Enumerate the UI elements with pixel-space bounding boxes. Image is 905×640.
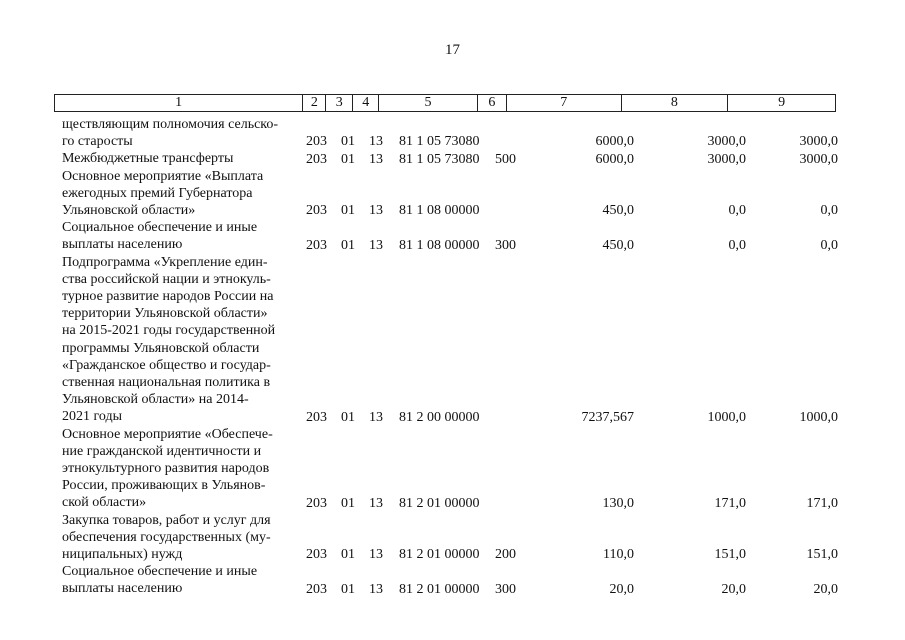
amount-cell: 6000,0 <box>595 151 634 167</box>
code-cell: 01 <box>341 237 355 253</box>
description-line: Ульяновской области» на 2014- <box>62 392 249 408</box>
code-cell: 203 <box>306 203 327 219</box>
code-cell: 13 <box>369 495 383 511</box>
code-cell: 81 2 00 00000 <box>399 409 480 425</box>
code-cell: 01 <box>341 409 355 425</box>
code-cell: 81 1 05 73080 <box>399 134 480 150</box>
code-cell: 13 <box>369 151 383 167</box>
table-row <box>0 150 905 167</box>
description-line: программы Ульяновской области <box>62 340 260 356</box>
description-line: турное развитие народов России на <box>62 289 274 305</box>
description-line: этнокультурного развития народов <box>62 461 270 477</box>
amount-cell: 151,0 <box>714 547 746 563</box>
amount-cell: 0,0 <box>820 203 838 219</box>
amount-cell: 7237,567 <box>581 409 634 425</box>
description-line: Межбюджетные трансферты <box>62 151 234 167</box>
description-line: ственная национальная политика в <box>62 375 271 391</box>
code-cell: 203 <box>306 237 327 253</box>
table-row <box>0 168 905 220</box>
column-header-4: 4 <box>353 95 379 111</box>
code-cell: 203 <box>306 409 327 425</box>
code-cell: 13 <box>369 134 383 150</box>
amount-cell: 3000,0 <box>707 134 746 150</box>
amount-cell: 110,0 <box>603 547 634 563</box>
code-cell: 81 1 05 73080 <box>399 151 480 167</box>
description-line: Подпрограмма «Укрепление един- <box>62 254 268 270</box>
description-line: Основное мероприятие «Обеспече- <box>62 426 273 442</box>
description-line: ской области» <box>62 495 147 511</box>
amount-cell: 1000,0 <box>799 409 838 425</box>
code-cell: 200 <box>495 547 516 563</box>
column-header-7: 7 <box>507 95 622 111</box>
table-row <box>0 219 905 253</box>
amount-cell: 20,0 <box>721 581 746 597</box>
column-header-2: 2 <box>303 95 326 111</box>
description-line: ществляющим полномочия сельско- <box>62 117 279 132</box>
code-cell: 13 <box>369 409 383 425</box>
column-header-5: 5 <box>379 95 478 111</box>
column-header-8: 8 <box>622 95 729 111</box>
description-line: Социальное обеспечение и иные <box>62 220 258 236</box>
description-line: Основное мероприятие «Выплата <box>62 168 264 184</box>
description-line: ежегодных премий Губернатора <box>62 185 253 201</box>
code-cell: 81 1 08 00000 <box>399 237 480 253</box>
code-cell: 203 <box>306 581 327 597</box>
amount-cell: 0,0 <box>728 203 746 219</box>
column-header-9: 9 <box>778 95 786 110</box>
amount-cell: 0,0 <box>820 237 838 253</box>
table-row <box>0 563 905 597</box>
description-line: выплаты населению <box>62 237 183 253</box>
table-row <box>0 512 905 564</box>
amount-cell: 171,0 <box>806 495 838 511</box>
code-cell: 203 <box>306 134 327 150</box>
description-line: Ульяновской области» <box>62 203 196 219</box>
column-header-6: 6 <box>478 95 507 111</box>
code-cell: 203 <box>306 547 327 563</box>
code-cell: 300 <box>495 581 516 597</box>
description-line: ства российской нации и этнокуль- <box>62 271 271 287</box>
description-line: Социальное обеспечение и иные <box>62 564 258 580</box>
description-line: «Гражданское общество и государ- <box>62 357 271 373</box>
table-row <box>0 116 905 150</box>
code-cell: 500 <box>495 151 516 167</box>
code-cell: 81 2 01 00000 <box>399 547 480 563</box>
description-line: ние гражданской идентичности и <box>62 443 262 459</box>
amount-cell: 20,0 <box>813 581 838 597</box>
code-cell: 13 <box>369 203 383 219</box>
description-line: территории Ульяновской области» <box>62 306 268 322</box>
description-line: 2021 годы <box>62 409 123 425</box>
amount-cell: 20,0 <box>609 581 634 597</box>
amount-cell: 1000,0 <box>707 409 746 425</box>
description-line: го старосты <box>62 134 133 150</box>
description-line: выплаты населению <box>62 581 183 597</box>
description-line: обеспечения государственных (му- <box>62 529 271 545</box>
code-cell: 01 <box>341 581 355 597</box>
description-line: ниципальных) нужд <box>62 547 183 563</box>
code-cell: 81 1 08 00000 <box>399 203 480 219</box>
page-number: 17 <box>445 42 460 58</box>
amount-cell: 450,0 <box>602 237 634 253</box>
code-cell: 203 <box>306 495 327 511</box>
amount-cell: 450,0 <box>602 203 634 219</box>
description-line: Закупка товаров, работ и услуг для <box>62 512 271 528</box>
table-header <box>54 94 836 112</box>
code-cell: 13 <box>369 581 383 597</box>
column-header-1: 1 <box>55 95 303 111</box>
code-cell: 203 <box>306 151 327 167</box>
amount-cell: 3000,0 <box>799 134 838 150</box>
code-cell: 81 2 01 00000 <box>399 495 480 511</box>
code-cell: 01 <box>341 203 355 219</box>
code-cell: 01 <box>341 134 355 150</box>
code-cell: 13 <box>369 237 383 253</box>
code-cell: 01 <box>341 547 355 563</box>
description-line: России, проживающих в Ульянов- <box>62 478 266 494</box>
amount-cell: 6000,0 <box>595 134 634 150</box>
code-cell: 13 <box>369 547 383 563</box>
amount-cell: 171,0 <box>714 495 746 511</box>
amount-cell: 151,0 <box>806 547 838 563</box>
column-header-3: 3 <box>326 95 353 111</box>
amount-cell: 0,0 <box>728 237 746 253</box>
table-row <box>0 254 905 426</box>
amount-cell: 130,0 <box>602 495 634 511</box>
code-cell: 01 <box>341 495 355 511</box>
code-cell: 300 <box>495 237 516 253</box>
row-description <box>62 254 296 426</box>
description-line: на 2015-2021 годы государственной <box>62 323 276 339</box>
amount-cell: 3000,0 <box>799 151 838 167</box>
amount-cell: 3000,0 <box>707 151 746 167</box>
table-body <box>0 116 905 598</box>
code-cell: 81 2 01 00000 <box>399 581 480 597</box>
code-cell: 01 <box>341 151 355 167</box>
table-row <box>0 426 905 512</box>
